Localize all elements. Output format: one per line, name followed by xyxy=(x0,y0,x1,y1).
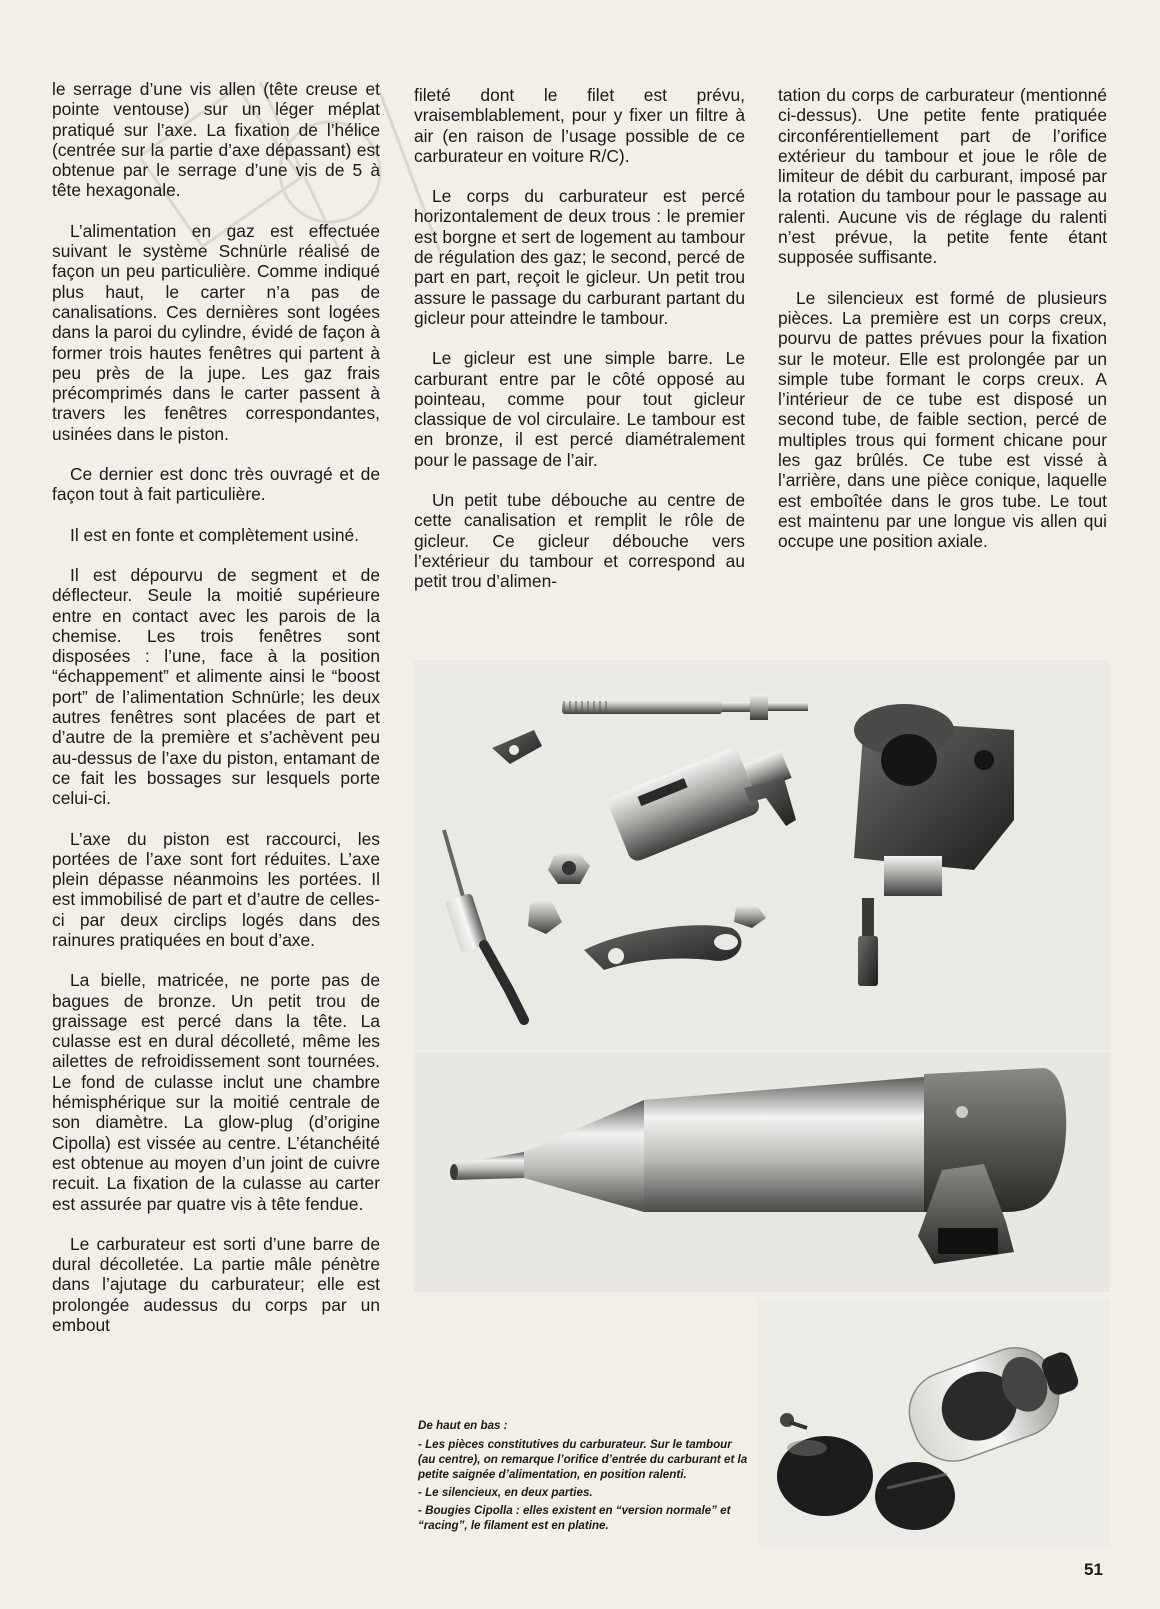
paragraph: La bielle, matricée, ne porte pas de bagues de bronze. Un petit trou de graissage est percé dans la tête. La culasse est en dural décolleté, même les ailettes de refroidissement sont tournées. Le fond de culasse inclut une chambre hémisphérique sur la moitié centrale de son diamètre. La glow-plug (d’origine Cipolla) est vissée au centre. L’étanchéité est obtenue au moyen d’un joint de cuivre recuit. La fixation de la culasse au carter est assurée par quatre vis à tête fendue. xyxy=(52,970,380,1214)
paragraph: Le silencieux est formé de plusieurs pièces. La première est un corps creux, pourvu de pattes prévues pour la fixation sur le moteur. Elle est prolongée par un simple tube formant le corps creux. A l’intérieur de ce tube est disposé un second tube, de faible section, percé de multiples trous qui forment chicane pour les gaz brûlés. Ce tube est vissé à l’arrière, dans une pièce conique, laquelle est emboîtée dans le gros tube. Le tout est maintenu par une longue vis allen qui occupe une position axiale. xyxy=(778,287,1107,552)
caption-heading: De haut en bas : xyxy=(418,1419,508,1432)
paragraph: Le carburateur est sorti d’une barre de dural décolletée. La partie mâle pénètre dans l’ajutage du carburateur; elle est prolongée audessus du corps par un embout xyxy=(52,1233,380,1336)
carburetor-parts-photo xyxy=(414,660,1110,1050)
text-column-3 xyxy=(778,85,1107,572)
paragraph: L’alimentation en gaz est effectuée suivant le système Schnürle réalisé de façon un peu particulière. Comme indiqué plus haut, le carter n’a pas de canalisations. Ces dernières sont logées dans la paroi du cylindre, évidé de façon à former trois hautes fenêtres qui partent à peu près de la jupe. Les gaz frais précomprimés dans le carter passent à travers les fenêtres correspondantes, usinées dans le piston. xyxy=(52,220,380,444)
paragraph: L’axe du piston est raccourci, les portées de l’axe sont fort réduites. L’axe plein dépasse néanmoins les portées. Il est immobilisé de part et d’autre de celles-ci par deux circlips logés dans des rainures pratiquées en bout d’axe. xyxy=(52,828,380,950)
paragraph: Ce dernier est donc très ouvragé et de façon tout à fait particulière. xyxy=(52,464,380,505)
page-number: 51 xyxy=(1084,1560,1103,1579)
paragraph: fileté dont le filet est prévu, vraisemblablement, pour y fixer un filtre à air (en raison de l’usage possible de ce carburateur en voiture R/C). xyxy=(414,85,745,166)
text-column-2 xyxy=(414,85,745,612)
photo-caption xyxy=(418,1418,750,1536)
glow-plugs-photo xyxy=(757,1298,1110,1546)
caption-item: - Le silencieux, en deux parties. xyxy=(418,1486,593,1499)
paragraph: le serrage d’une vis allen (tête creuse et pointe ventouse) sur un léger méplat pratiqué sur l’axe. La fixation de l’hélice (centrée sur la partie d’axe dépassant) est obtenue par le serrage d’une vis de 5 à tête hexagonale. xyxy=(52,79,380,201)
paragraph: Il est dépourvu de segment et de déflecteur. Seule la moitié supérieure entre en contact avec les parois de la chemise. Les trois fenêtres sont disposées : l’une, face à la position “échappement” et alimente ainsi le “boost port” de l’alimentation Schnürle; les deux autres fenêtres sont placées de part et d’autre de la première et s’achèvent peu au-dessus de l’axe du piston, entamant de ce fait les bossages sur lesquels porte celui-ci. xyxy=(52,564,380,809)
paragraph: Le corps du carburateur est percé horizontalement de deux trous : le premier est borgne et sert de logement au tambour de régulation des gaz; le second, percé de part en part, reçoit le gicleur. Un petit trou assure le passage du carburant partant du gicleur pour atteindre le tambour. xyxy=(414,186,745,328)
paragraph: tation du corps de carburateur (mentionné ci-dessus). Une petite fente pratiquée circonférentiellement part de l’orifice extérieur du tambour et joue le rôle de limiteur de débit du carburant, imposé par la rotation du tambour pour le passage au ralenti. Aucune vis de réglage du ralenti n’est prévue, la petite fente étant supposée suffisante. xyxy=(778,85,1107,268)
silencer-photo xyxy=(414,1052,1110,1292)
text-column-1 xyxy=(52,79,380,1355)
caption-item: - Les pièces constitutives du carburateur. Sur le tambour (au centre), on remarque l’orifice d’entrée du carburant et la petite saignée d’alimentation, en position ralenti. xyxy=(418,1438,748,1481)
paragraph: Le gicleur est une simple barre. Le carburant entre par le côté opposé au pointeau, comme pour tout gicleur classique de vol circulaire. Le tambour est en bronze, il est percé diamétralement pour le passage de l’air. xyxy=(414,348,745,470)
paragraph: Un petit tube débouche au centre de cette canalisation et remplit le rôle de gicleur. Ce gicleur débouche vers l’extérieur du tambour et correspond au petit trou d’alimen- xyxy=(414,490,745,592)
paragraph: Il est en fonte et complètement usiné. xyxy=(70,524,360,545)
caption-item: - Bougies Cipolla : elles existent en “version normale” et “racing”, le filament est en platine. xyxy=(418,1504,731,1532)
